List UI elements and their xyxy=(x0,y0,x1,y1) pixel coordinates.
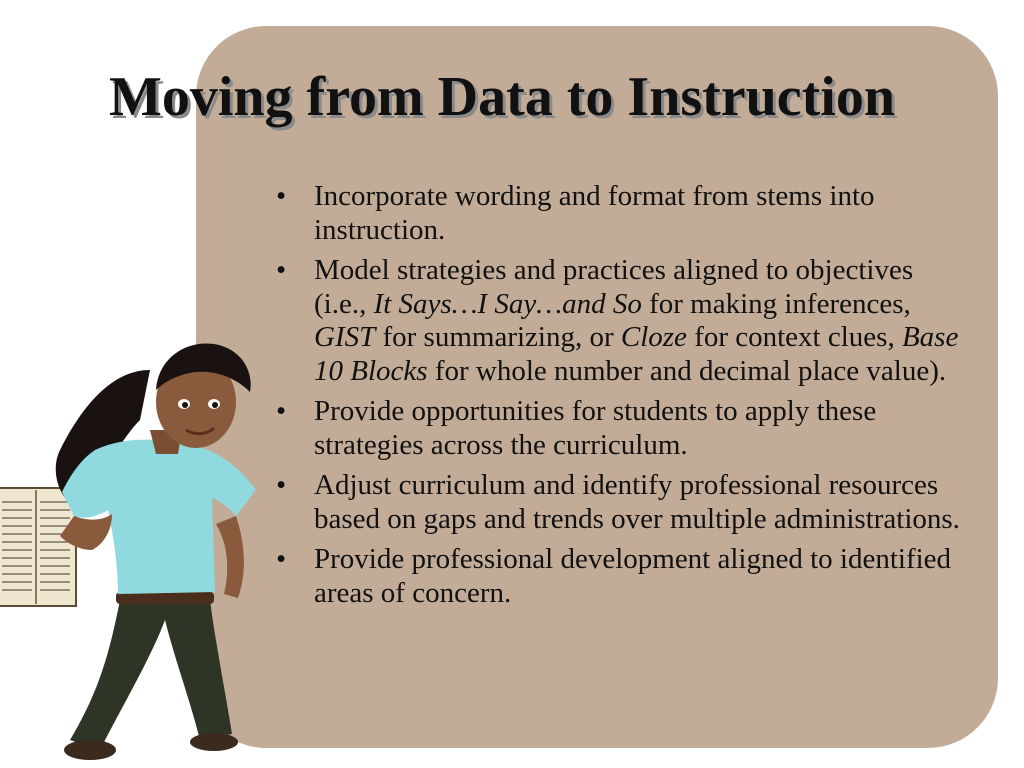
bullet-text-part: for context clues, xyxy=(686,321,902,353)
bullet-item xyxy=(272,395,962,462)
bullet-icon: • xyxy=(276,395,287,427)
bullet-text: Provide professional development aligned to identified areas of concern. xyxy=(314,543,952,609)
strategy-name: It Says…I Say…and So xyxy=(373,287,642,320)
slide-title: Moving from Data to Instruction xyxy=(108,66,896,128)
bullet-icon: • xyxy=(276,543,287,575)
bullet-icon: • xyxy=(276,469,287,501)
open-book-icon xyxy=(0,488,76,606)
bullet-icon: • xyxy=(276,254,287,286)
bullet-text xyxy=(314,254,958,387)
bullet-text: Incorporate wording and format from stems into instruction. xyxy=(314,180,875,246)
bullet-text-part: for making inferences, xyxy=(641,287,911,320)
bullet-text-part: for summarizing, or xyxy=(375,321,621,353)
strategy-name: Cloze xyxy=(620,321,687,353)
bullet-icon: • xyxy=(276,180,287,212)
bullet-text-part: Model strategies and practices aligned to objectives (i.e., xyxy=(314,254,914,320)
strategy-name: GIST xyxy=(314,321,376,353)
bullet-text: Provide opportunities for students to apply these strategies across the curriculum. xyxy=(314,395,877,461)
bullet-item xyxy=(272,469,962,536)
bullet-item xyxy=(272,543,962,610)
bullet-item xyxy=(272,180,962,247)
bullet-text: Adjust curriculum and identify professional resources based on gaps and trends over multiple administrations. xyxy=(314,469,960,535)
strategy-name: Base 10 Blocks xyxy=(314,321,959,387)
bullet-item xyxy=(272,254,962,388)
student-with-book-illustration xyxy=(0,330,270,768)
bullet-list xyxy=(272,180,962,617)
bullet-text-part: for whole number and decimal place value). xyxy=(427,354,947,387)
